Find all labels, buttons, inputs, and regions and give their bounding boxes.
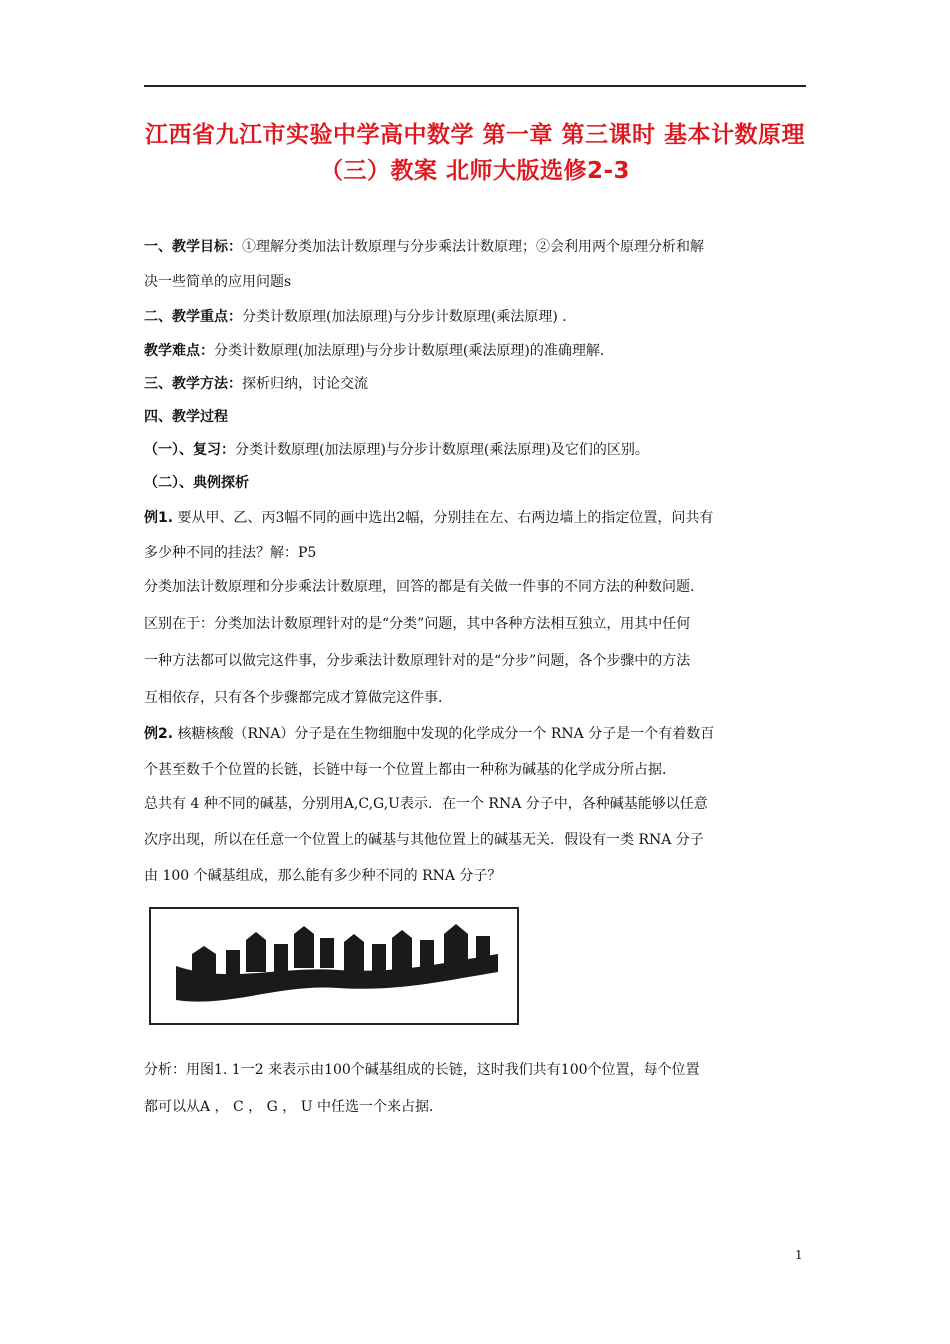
header-rule (144, 85, 806, 87)
example2-text-1: 核糖核酸（RNA）分子是在生物细胞中发现的化学成分一个 RNA 分子是一个有着数百 (173, 726, 715, 742)
key-point-label: 二、教学重点： (144, 309, 242, 325)
difficulty-text: 分类计数原理(加法原理)与分步计数原理(乘法原理)的准确理解． (214, 343, 614, 359)
example1-text-4: 区别在于：分类加法计数原理针对的是“分类”问题，其中各种方法相互独立，用其中任何 (144, 616, 691, 632)
key-point-line (144, 307, 809, 327)
review-text: 分类计数原理(加法原理)与分步计数原理(乘法原理)及它们的区别。 (235, 442, 649, 458)
document-title-line2: （三）教案 北师大版选修2-3 (319, 158, 631, 184)
goal-line-1 (144, 237, 809, 257)
example1-text-5: 一种方法都可以做完这件事，分步乘法计数原理针对的是“分步”问题，各个步骤中的方法 (144, 653, 691, 669)
method-label: 三、教学方法： (144, 376, 242, 392)
example2-label: 例2. (144, 726, 174, 742)
difficulty-label: 教学难点： (144, 343, 214, 359)
rna-chain-figure (148, 904, 522, 1028)
difficulty-line (144, 341, 809, 361)
analysis-text-1: 分析：用图1. 1一2 来表示由100个碱基组成的长链，这时我们共有100个位置，每个位置 (144, 1062, 700, 1078)
example1-label: 例1. (144, 510, 174, 526)
method-line (144, 374, 809, 394)
example1-text-1: 要从甲、乙、丙3幅不同的画中选出2幅，分别挂在左、右两边墙上的指定位置，问共有 (173, 510, 714, 526)
document-title-line1: 江西省九江市实验中学高中数学 第一章 第三课时 基本计数原理 (144, 122, 806, 148)
example1-text-2: 多少种不同的挂法？解：P5 (144, 545, 317, 561)
example2-text-4: 次序出现，所以在任意一个位置上的碱基与其他位置上的碱基无关．假设有一类 RNA 分子 (144, 832, 704, 848)
page-number: 1 (795, 1248, 803, 1262)
goal-text-2: 决一些简单的应用问题s (144, 274, 292, 290)
analysis-text-2: 都可以从A ， C ， G ， U 中任选一个来占据． (144, 1099, 443, 1115)
review-line (144, 440, 809, 460)
example1-text-6: 互相依存，只有各个步骤都完成才算做完这件事． (144, 690, 452, 706)
example1-line-1 (144, 508, 809, 528)
example2-text-3: 总共有 4 种不同的碱基，分别用A,C,G,U表示．在一个 RNA 分子中，各种碱基能够以任意 (144, 796, 708, 812)
goal-label: 一、教学目标： (144, 239, 242, 255)
example2-line-1 (144, 724, 809, 744)
examples-heading: （二）、典例探析 (144, 475, 249, 491)
example2-text-5: 由 100 个碱基组成，那么能有多少种不同的 RNA 分子？ (144, 868, 502, 884)
review-label: （一）、复习： (144, 442, 235, 458)
example1-text-3: 分类加法计数原理和分步乘法计数原理，回答的都是有关做一件事的不同方法的种数问题． (144, 579, 704, 595)
example2-text-2: 个甚至数千个位置的长链，长链中每一个位置上都由一种称为碱基的化学成分所占据． (144, 762, 676, 778)
key-point-text: 分类计数原理(加法原理)与分步计数原理(乘法原理) ． (242, 309, 577, 325)
method-text: 探析归纳，讨论交流 (242, 376, 368, 392)
process-heading: 四、教学过程 (144, 409, 228, 425)
goal-text-1: ①理解分类加法计数原理与分步乘法计数原理；②会利用两个原理分析和解 (242, 239, 704, 255)
